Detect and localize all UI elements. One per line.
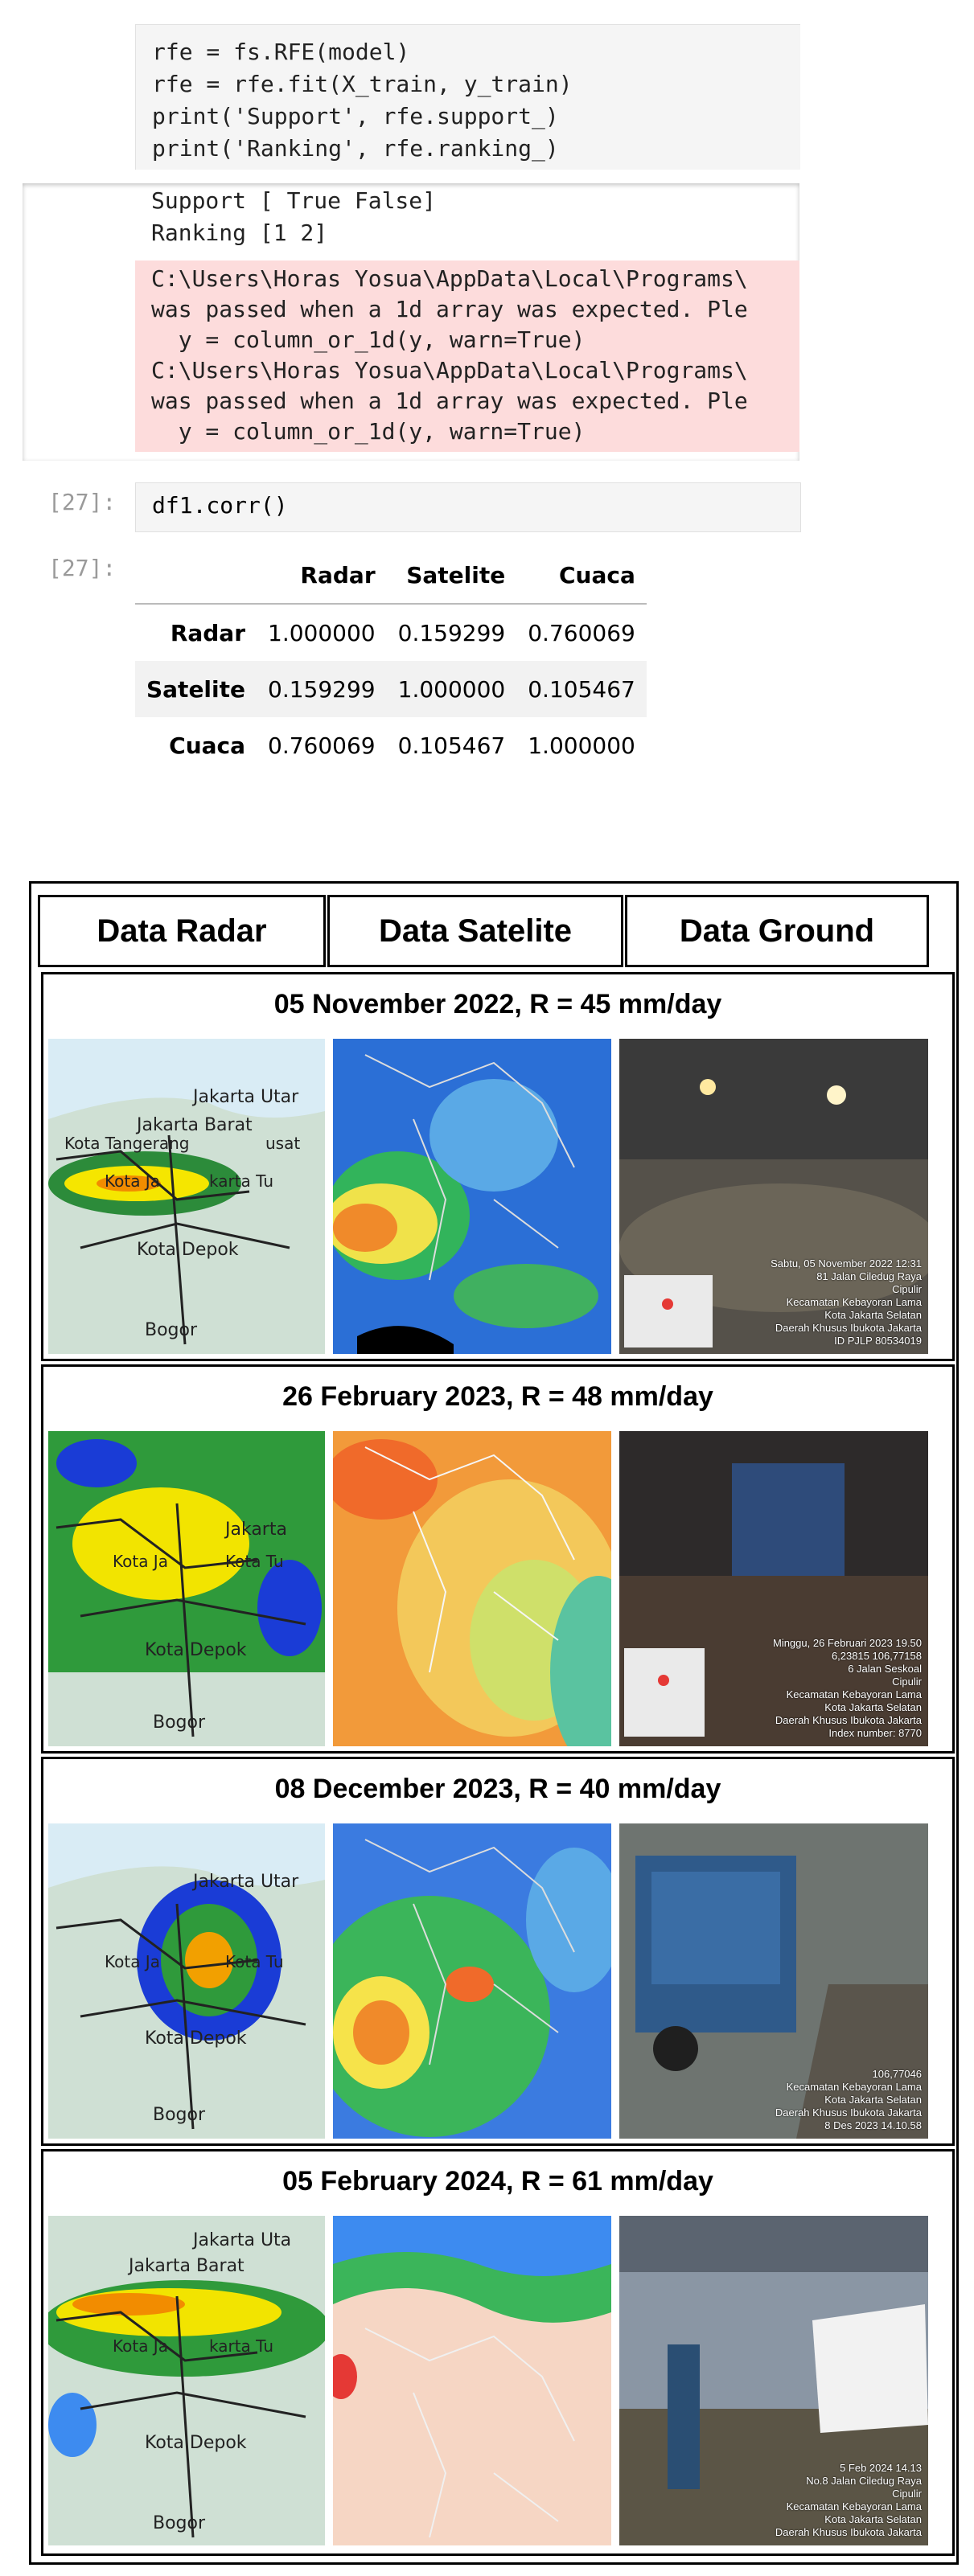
satelite-map [333, 2216, 611, 2545]
radar-map [48, 1823, 325, 2139]
caption-line: ID PJLP 80534019 [834, 1335, 922, 1347]
map-label: Jakarta Utar [193, 1872, 299, 1892]
caption-line: 6,23815 106,77158 [831, 1650, 922, 1662]
satelite-map [333, 1823, 611, 2139]
radar-map [48, 1431, 325, 1746]
photo-caption [773, 1637, 922, 1740]
map-label: Kota Depok [145, 1640, 247, 1660]
map-label: Kota Depok [145, 2433, 247, 2453]
table-cell: 1.000000 [528, 732, 635, 759]
map-label: Kota Ja [113, 2336, 168, 2356]
header-data-ground: Data Ground [625, 895, 929, 967]
ground-photo [619, 1431, 928, 1746]
map-label: Kota Ja [105, 1171, 160, 1191]
caption-line: Kecamatan Kebayoran Lama [786, 1296, 922, 1308]
map-label: usat [265, 1134, 301, 1153]
caption-line: Kota Jakarta Selatan [824, 2513, 922, 2525]
photo-caption [775, 2068, 922, 2132]
radar-map [48, 2216, 325, 2545]
caption-line: Minggu, 26 Februari 2023 19.50 [772, 1637, 922, 1649]
ranking-output: Ranking [1 2] [151, 219, 328, 246]
caption-line: 8 Des 2023 14.10.58 [824, 2119, 922, 2131]
stderr-warning-box [135, 260, 799, 452]
event-title: 05 February 2024, R = 61 mm/day [282, 2165, 713, 2197]
caption-line: Kecamatan Kebayoran Lama [786, 1688, 922, 1700]
map-label: Bogor [153, 2513, 206, 2533]
map-label: Kota Tu [225, 1552, 284, 1571]
output-area [23, 183, 799, 461]
stderr-line: y = column_or_1d(y, warn=True) [151, 418, 586, 445]
ground-photo [619, 1823, 928, 2139]
ground-photo [619, 1039, 928, 1354]
map-label: Kota Tu [225, 1952, 284, 1971]
table-row [135, 604, 647, 661]
map-label: karta Tu [209, 2336, 274, 2356]
caption-line: 81 Jalan Ciledug Raya [816, 1270, 922, 1282]
column-header: Radar [257, 547, 387, 604]
map-label: Kota Ja [105, 1952, 160, 1971]
map-label: Kota Tangerang [64, 1134, 190, 1153]
satelite-map [333, 1039, 611, 1354]
table-row [135, 717, 647, 773]
caption-line: Daerah Khusus Ibukota Jakarta [775, 1714, 922, 1726]
comparison-figure [29, 881, 959, 2565]
caption-line: Kota Jakarta Selatan [824, 2094, 922, 2106]
ground-photo [619, 2216, 928, 2545]
event-section [41, 2149, 955, 2556]
map-label: karta Tu [209, 1171, 274, 1191]
photo-caption [771, 1257, 922, 1347]
code-line: print('Ranking', rfe.ranking_) [152, 135, 559, 162]
caption-line: Daerah Khusus Ibukota Jakarta [775, 1322, 922, 1334]
event-section [41, 1364, 955, 1754]
table-cell: 1.000000 [268, 619, 376, 646]
caption-line: Sabtu, 05 November 2022 12:31 [771, 1257, 922, 1270]
table-cell: 0.105467 [528, 675, 635, 703]
caption-line: 6 Jalan Seskoal [848, 1663, 922, 1675]
caption-line: Kota Jakarta Selatan [824, 1701, 922, 1713]
column-header: Satelite [387, 547, 517, 604]
row-header: Radar [170, 619, 246, 646]
input-prompt: [27]: [48, 489, 117, 515]
map-label: Jakarta Barat [137, 1115, 253, 1135]
column-header: Cuaca [516, 547, 647, 604]
caption-line: No.8 Jalan Ciledug Raya [806, 2475, 922, 2487]
caption-line: Daerah Khusus Ibukota Jakarta [775, 2106, 922, 2119]
map-label: Jakarta Utar [193, 1087, 299, 1107]
code-cell-rfe[interactable] [135, 24, 800, 170]
map-label: Kota Depok [145, 2028, 247, 2049]
event-section [41, 1757, 955, 2146]
table-cell: 0.760069 [528, 619, 635, 646]
caption-line: Daerah Khusus Ibukota Jakarta [775, 2526, 922, 2538]
map-label: Jakarta Barat [129, 2256, 245, 2276]
table-row [135, 661, 647, 717]
photo-caption [775, 2462, 922, 2539]
map-label: Bogor [153, 1713, 206, 1733]
row-header: Satelite [146, 675, 246, 703]
map-label: Bogor [145, 1320, 198, 1340]
code-line: df1.corr() [152, 492, 288, 519]
event-title: 05 November 2022, R = 45 mm/day [273, 988, 722, 1019]
caption-line: Cipulir [892, 1283, 922, 1295]
code-cell-corr[interactable] [135, 482, 801, 532]
table-corner [135, 547, 257, 604]
table-cell: 0.159299 [397, 619, 506, 646]
table-cell: 0.105467 [397, 732, 506, 759]
stderr-line: C:\Users\Horas Yosua\AppData\Local\Programs\ [151, 357, 748, 384]
code-line: print('Support', rfe.support_) [152, 103, 559, 129]
code-line: rfe = rfe.fit(X_train, y_train) [152, 71, 573, 97]
event-section [41, 972, 955, 1361]
event-title: 08 December 2023, R = 40 mm/day [274, 1773, 721, 1804]
stderr-line: y = column_or_1d(y, warn=True) [151, 326, 586, 353]
event-title: 26 February 2023, R = 48 mm/day [282, 1380, 713, 1412]
radar-map [48, 1039, 325, 1354]
stderr-line: was passed when a 1d array was expected. Ple [151, 388, 748, 414]
table-cell: 0.159299 [268, 675, 376, 703]
stderr-line: was passed when a 1d array was expected. Ple [151, 296, 748, 322]
stderr-line: C:\Users\Horas Yosua\AppData\Local\Programs\ [151, 265, 748, 292]
caption-line: Kecamatan Kebayoran Lama [786, 2081, 922, 2093]
output-prompt: [27]: [48, 555, 117, 581]
caption-line: Index number: 8770 [828, 1727, 922, 1739]
caption-line: Kota Jakarta Selatan [824, 1309, 922, 1321]
table-cell: 0.760069 [268, 732, 376, 759]
satelite-map [333, 1431, 611, 1746]
map-label: Jakarta [225, 1520, 287, 1540]
caption-line: Cipulir [892, 2488, 922, 2500]
support-output: Support [ True False] [151, 187, 437, 214]
row-header: Cuaca [169, 732, 246, 759]
map-label: Jakarta Uta [193, 2230, 292, 2250]
map-label: Kota Depok [137, 1240, 239, 1260]
caption-line: Cipulir [892, 1676, 922, 1688]
table-cell: 1.000000 [397, 675, 506, 703]
header-data-radar: Data Radar [38, 895, 326, 967]
caption-line: 5 Feb 2024 14.13 [840, 2462, 922, 2474]
caption-line: 106,77046 [872, 2068, 922, 2080]
code-line: rfe = fs.RFE(model) [152, 39, 410, 65]
map-label: Kota Ja [113, 1552, 168, 1571]
caption-line: Kecamatan Kebayoran Lama [786, 2500, 922, 2512]
table-header-row [135, 547, 647, 604]
correlation-table [135, 547, 647, 773]
header-data-satelite: Data Satelite [327, 895, 623, 967]
map-label: Bogor [153, 2105, 206, 2125]
